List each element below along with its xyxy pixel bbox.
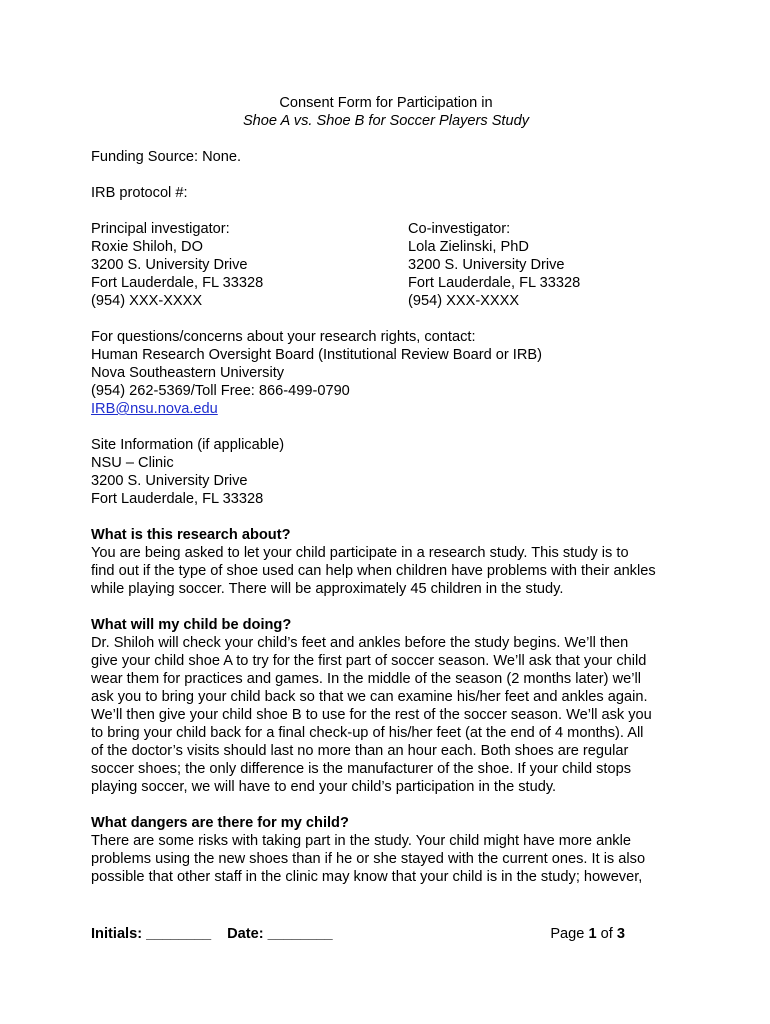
site-line-3: 3200 S. University Drive xyxy=(91,473,248,489)
pi-phone: (954) XXX-XXXX xyxy=(91,293,203,309)
section-line: to bring your child back for a final check-up of his/her feet (at the end of 4 months). All xyxy=(91,725,644,741)
irb-protocol: IRB protocol #: xyxy=(91,185,188,201)
section-line: while playing soccer. There will be approximately 45 children in the study. xyxy=(91,581,564,597)
section-heading: What will my child be doing? xyxy=(91,617,292,633)
section-heading: What dangers are there for my child? xyxy=(91,815,349,831)
section-dangers xyxy=(91,814,681,886)
investigators xyxy=(91,220,681,310)
contact-line-3: Nova Southeastern University xyxy=(91,365,285,381)
funding-source: Funding Source: None. xyxy=(91,149,242,165)
page-current: 1 xyxy=(588,926,597,942)
initials-field: Initials: ________ xyxy=(91,926,212,942)
page-of: of xyxy=(596,926,617,942)
section-line: find out if the type of shoe used can help when children have problems with their ankles xyxy=(91,563,656,579)
principal-investigator xyxy=(91,220,408,310)
pi-name: Roxie Shiloh, DO xyxy=(91,239,203,255)
section-line: You are being asked to let your child participate in a research study. This study is to xyxy=(91,545,629,561)
section-line: We’ll then give your child shoe B to use for the rest of the soccer season. We’ll ask you xyxy=(91,707,652,723)
co-city: Fort Lauderdale, FL 33328 xyxy=(408,275,581,291)
irb-email-link[interactable]: IRB@nsu.nova.edu xyxy=(91,401,218,417)
section-line: playing soccer, we will have to end your child’s participation in the study. xyxy=(91,779,557,795)
section-line: give your child shoe A to try for the first part of soccer season. We’ll ask that your child xyxy=(91,653,647,669)
contact-line-2: Human Research Oversight Board (Institutional Review Board or IRB) xyxy=(91,347,542,363)
title-line-2: Shoe A vs. Shoe B for Soccer Players Study xyxy=(242,113,530,129)
co-investigator xyxy=(408,220,681,310)
section-line: ask you to bring your child back so that we can examine his/her feet and ankles again. xyxy=(91,689,648,705)
pi-address: 3200 S. University Drive xyxy=(91,257,248,273)
section-line: of the doctor’s visits should last no more than an hour each. Both shoes are regular xyxy=(91,743,629,759)
contact-line-1: For questions/concerns about your research rights, contact: xyxy=(91,329,476,345)
page-word: Page xyxy=(550,926,589,942)
section-child-doing xyxy=(91,616,681,796)
contact-line-4: (954) 262-5369/Toll Free: 866-499-0790 xyxy=(91,383,350,399)
document-body xyxy=(91,94,681,886)
co-name: Lola Zielinski, PhD xyxy=(408,239,529,255)
section-line: Dr. Shiloh will check your child’s feet and ankles before the study begins. We’ll then xyxy=(91,635,629,651)
document-title xyxy=(91,94,681,130)
footer-fields xyxy=(91,925,345,943)
site-line-1: Site Information (if applicable) xyxy=(91,437,285,453)
page-footer xyxy=(91,925,625,943)
date-field: Date: ________ xyxy=(227,926,333,942)
section-line: wear them for practices and games. In the middle of the season (2 months later) we’ll xyxy=(91,671,641,687)
section-line: possible that other staff in the clinic may know that your child is in the study; however, xyxy=(91,869,643,885)
co-label: Co-investigator: xyxy=(408,221,511,237)
site-information xyxy=(91,436,681,508)
section-research-about xyxy=(91,526,681,598)
co-address: 3200 S. University Drive xyxy=(408,257,565,273)
section-line: soccer shoes; the only difference is the manufacturer of the shoe. If your child stops xyxy=(91,761,631,777)
page-number xyxy=(550,925,625,943)
section-heading: What is this research about? xyxy=(91,527,291,543)
rights-contact xyxy=(91,328,681,418)
title-line-1: Consent Form for Participation in xyxy=(279,95,493,111)
co-phone: (954) XXX-XXXX xyxy=(408,293,520,309)
section-line: There are some risks with taking part in the study. Your child might have more ankle xyxy=(91,833,631,849)
pi-label: Principal investigator: xyxy=(91,221,230,237)
pi-city: Fort Lauderdale, FL 33328 xyxy=(91,275,264,291)
section-line: problems using the new shoes than if he or she stayed with the current ones. It is also xyxy=(91,851,646,867)
site-line-2: NSU – Clinic xyxy=(91,455,174,471)
site-line-4: Fort Lauderdale, FL 33328 xyxy=(91,491,264,507)
page-total: 3 xyxy=(616,926,625,942)
